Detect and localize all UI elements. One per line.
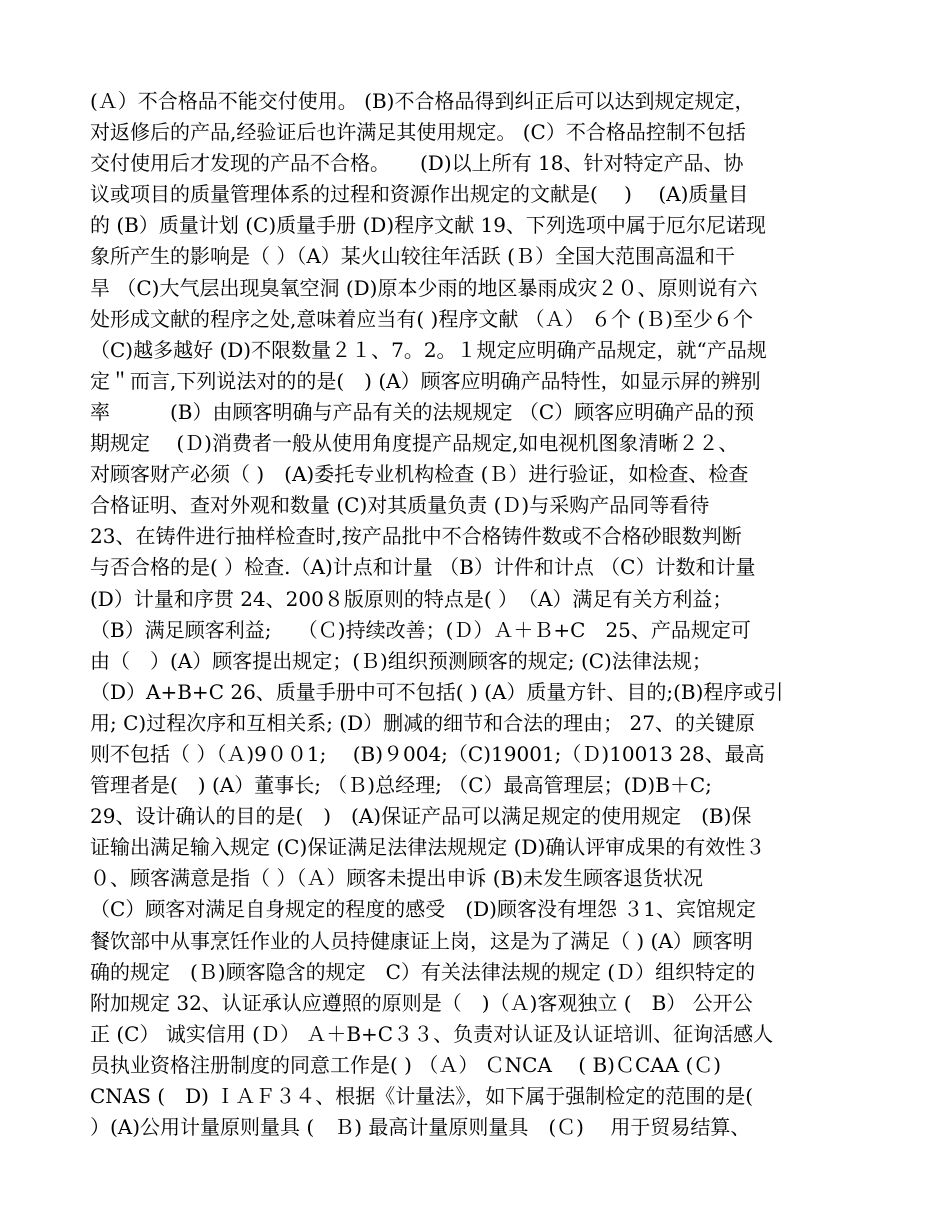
text-line: ）(A)公用计量原则量具 ( Ｂ) 最高计量原则量具 (Ｃ) 用于贸易结算、 <box>90 1115 751 1140</box>
text-line: 交付使用后才发现的产品不合格。 (D)以上所有 18、针对特定产品、协 <box>90 151 744 176</box>
text-line: ０、顾客满意是指（ ）（Ａ）顾客未提出申诉 (B)未发生顾客退货状况 <box>90 866 704 891</box>
text-line: 用; C)过程次序和互相关系; (D）删减的细节和合法的理由； 27、的关键原 <box>90 710 755 735</box>
text-line: (D）计量和序贯 24、200８版原则的特点是( ） （A）满足有关方利益； <box>90 586 733 611</box>
text-line: 由（ ）(A）顾客提出规定；(Ｂ)组织预测顾客的规定; (C)法律法规； <box>90 648 712 673</box>
text-line: 议或项目的质量管理体系的过程和资源作出规定的文献是( ) (A)质量目 <box>90 182 749 207</box>
text-line: （B）满足顾客利益; （Ｃ)持续改善；(Ｄ）Ａ＋Ｂ+C 25、产品规定可 <box>90 617 751 642</box>
text-line: 旱 （C)大气层出现臭氧空洞 (D)原本少雨的地区暴雨成灾２０、原则说有六 <box>90 275 758 300</box>
text-line: 餐饮部中从事烹饪作业的人员持健康证上岗，这是为了满足（ ) (A）顾客明 <box>90 928 753 953</box>
text-line: 对返修后的产品,经验证后也许满足其使用规定。 (C）不合格品控制不包括 <box>90 120 746 145</box>
text-line: 管理者是( ) (A）董事长; （Ｂ)总经理; （C）最高管理层；(D)B＋C; <box>90 773 712 798</box>
text-line: 处形成文献的程序之处,意味着应当有( )程序文献 （Ａ） ６个 (Ｂ)至少６个 <box>90 306 753 331</box>
text-line: 确的规定 (Ｂ)顾客隐含的规定 C）有关法律法规的规定 (Ｄ）组织特定的 <box>90 959 756 984</box>
text-line: 合格证明、查对外观和数量 (C)对其质量负责 (Ｄ)与采购产品同等看待 <box>90 493 710 518</box>
text-line: 正 (C） 诚实信用 (Ｄ） Ａ＋B+C３３、负责对认证及认证培训、征询活感人 <box>90 1021 774 1046</box>
text-line: （C)越多越好 (D)不限数量２１、7。2。１规定应明确产品规定，就“产品规 <box>90 337 767 362</box>
text-line: 与否合格的是( ）检查.（A)计点和计量 （B）计件和计点 （C）计数和计量 <box>90 555 756 580</box>
question-text-block <box>90 86 865 1143</box>
text-line: 对顾客财产必须（ ) (A)委托专业机构检查 (Ｂ）进行验证，如检查、检查 <box>90 462 749 487</box>
text-line: 的 (B）质量计划 (C)质量手册 (D)程序文献 19、下列选项中属于厄尔尼诺现 <box>90 213 766 238</box>
text-line: 率 (B）由顾客明确与产品有关的法规规定 （C）顾客应明确产品的预 <box>90 399 755 424</box>
text-line: 附加规定 32、认证承认应遵照的原则是（ )（Ａ)客观独立 ( B） 公开公 <box>90 990 753 1015</box>
text-line: 23、在铸件进行抽样检查时,按产品批中不合格铸件数或不合格砂眼数判断 <box>90 524 742 549</box>
text-line: （D）A+B+C 26、质量手册中可不包括( ) (A）质量方针、目的;(B)程序或引 <box>90 679 784 704</box>
text-line: (Ａ）不合格品不能交付使用。 (B)不合格品得到纠正后可以达到规定规定， <box>90 89 755 113</box>
text-line: CNAS ( D) ＩＡＦ３４、根据《计量法》，如下属于强制检定的范围的是( <box>90 1084 754 1108</box>
text-line: 员执业资格注册制度的同意工作是( ) （Ａ） ＣNCA ( B)ＣCAA (Ｃ) <box>90 1052 722 1077</box>
text-line: 定＂而言,下列说法对的的是( ) (A）顾客应明确产品特性，如显示屏的辨别 <box>90 368 761 393</box>
text-line: 则不包括（ ）（Ａ)9００1; (B)９004;（C)19001;（Ｄ)10013 28、最高 <box>90 741 765 766</box>
text-line: 29、设计确认的目的是( ) (A)保证产品可以满足规定的使用规定 (B)保 <box>90 804 752 829</box>
text-line: 期规定 (Ｄ)消费者一般从使用角度提产品规定,如电视机图象清晰２２、 <box>90 431 739 456</box>
text-line: 证输出满足输入规定 (C)保证满足法律法规规定 (D)确认评审成果的有效性３ <box>90 835 766 860</box>
text-line: （C）顾客对满足自身规定的程度的感受 (D)顾客没有埋怨 ３1、宾馆规定 <box>90 897 757 922</box>
text-line: 象所产生的影响是（ ）（A）某火山较往年活跃 (Ｂ）全国大范围高温和干 <box>90 244 735 269</box>
